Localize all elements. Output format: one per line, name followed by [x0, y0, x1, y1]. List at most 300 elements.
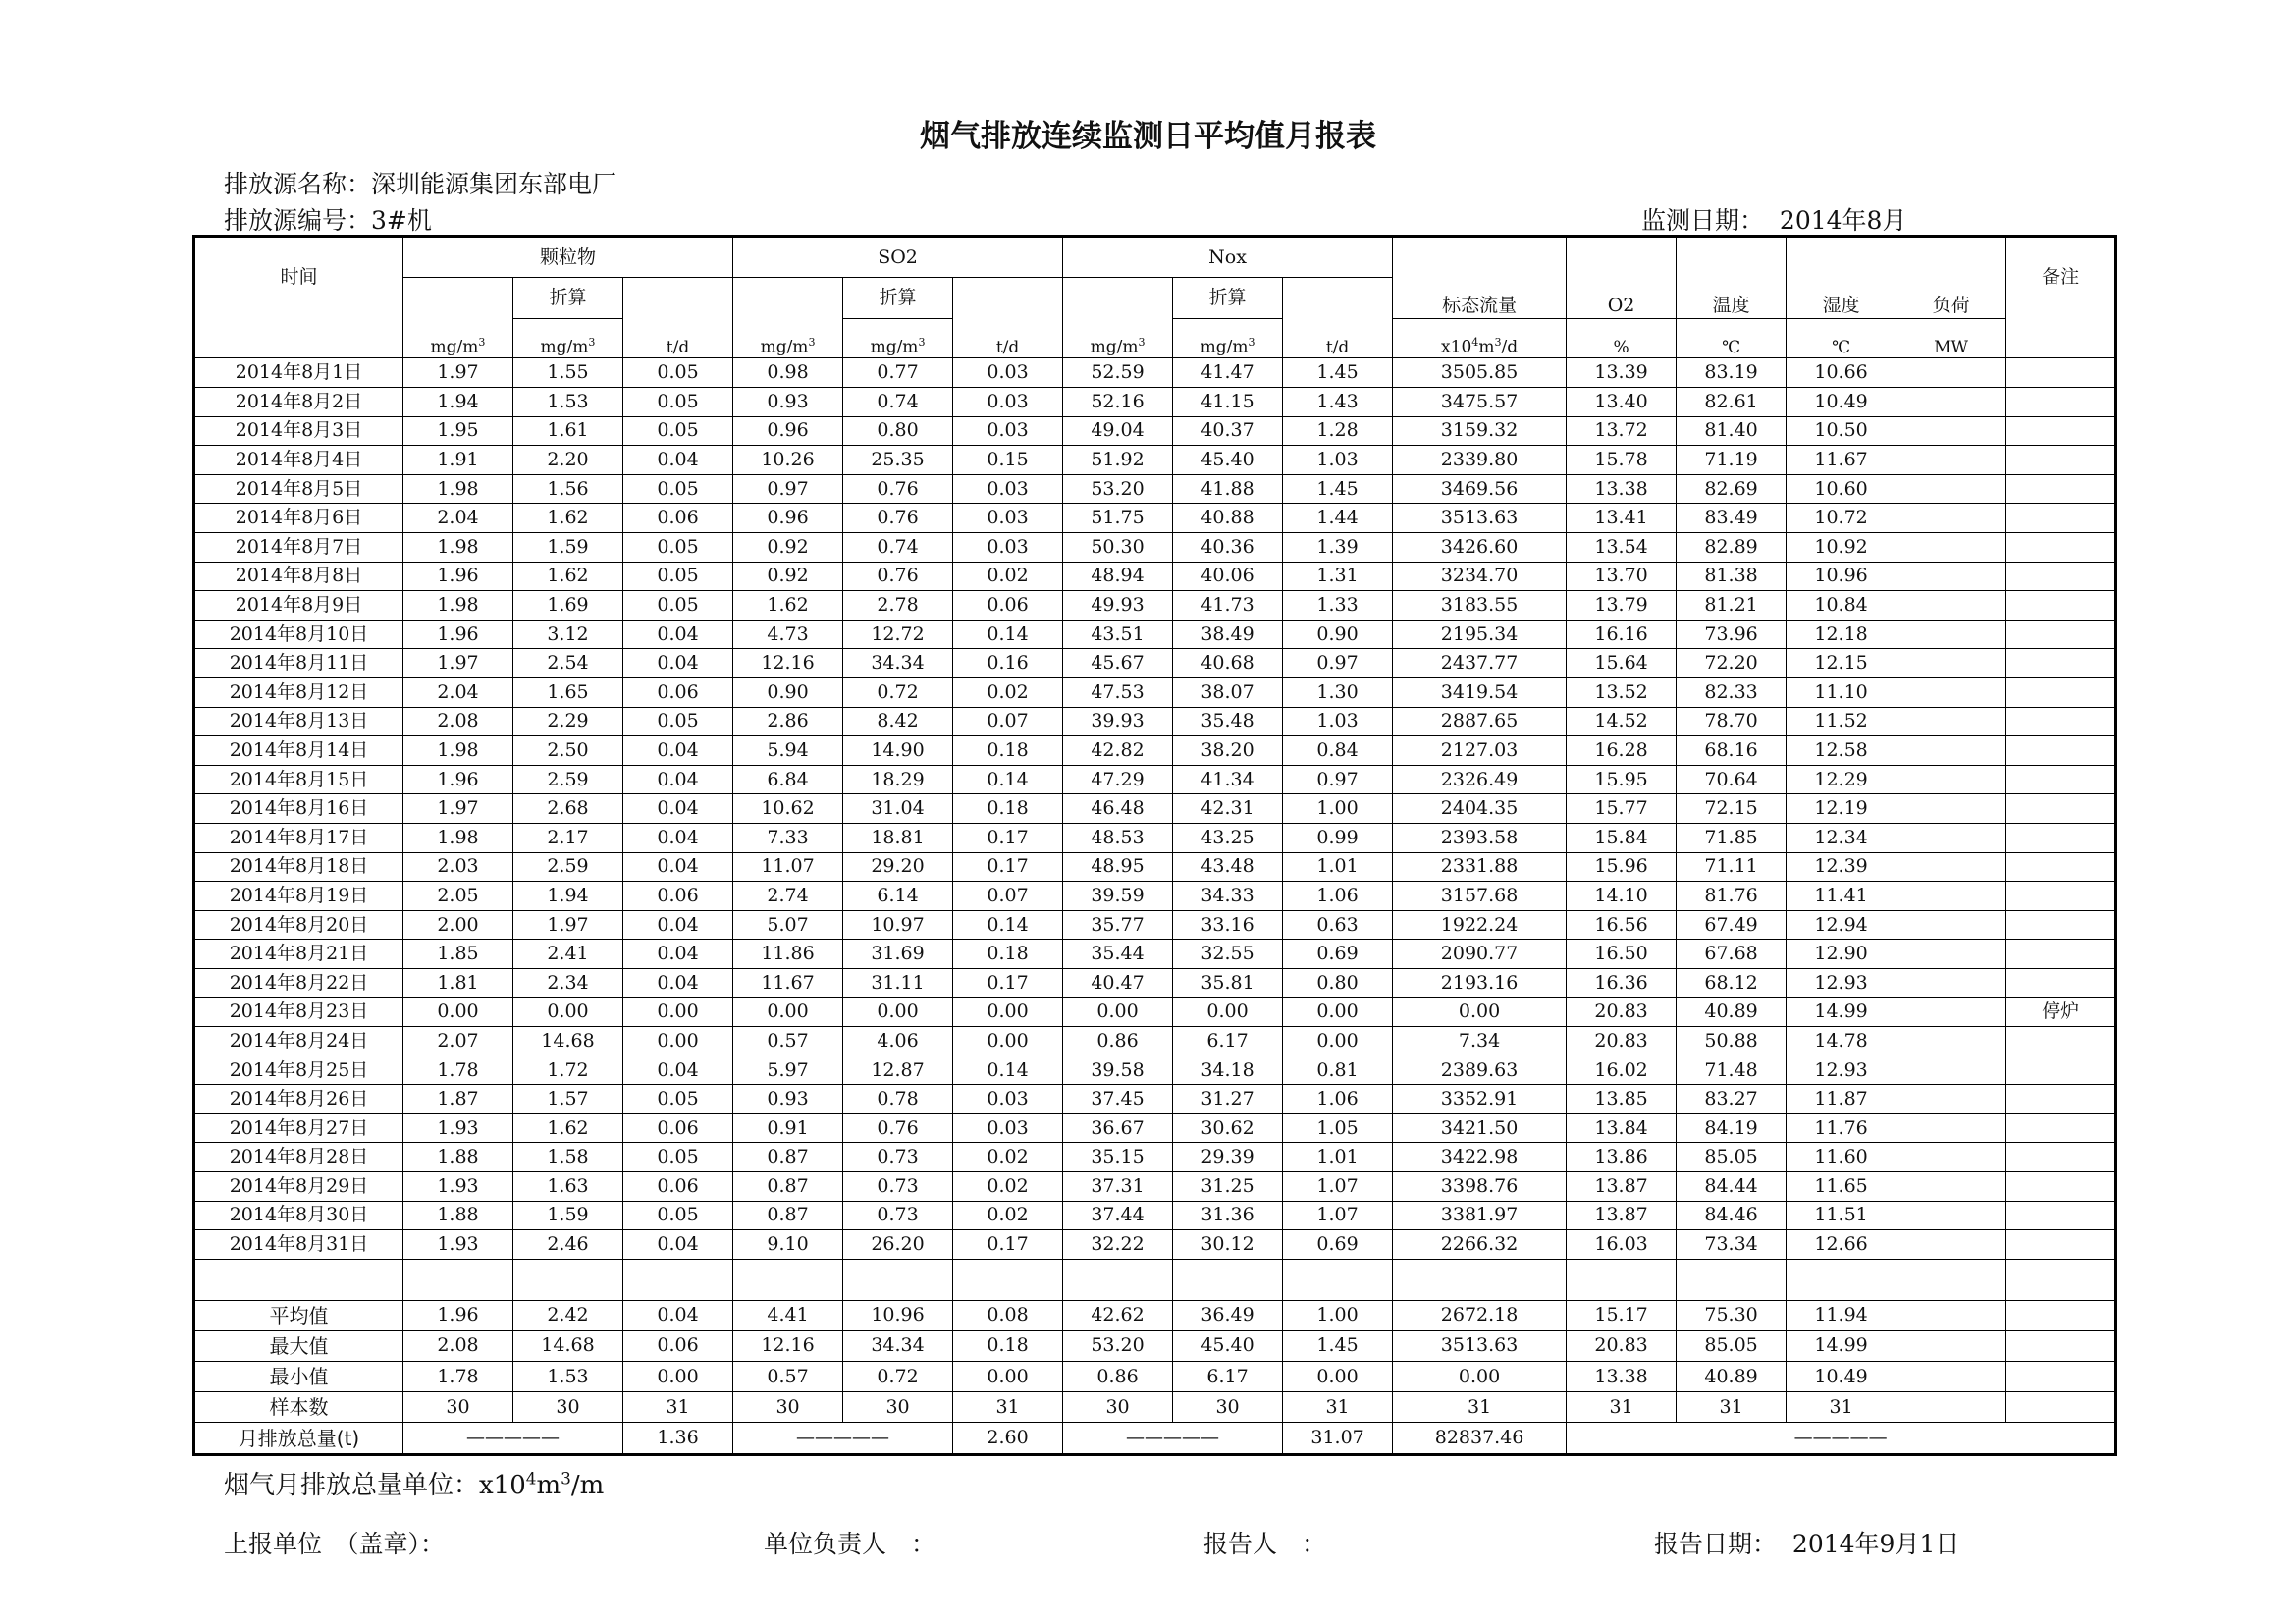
data-cell: 0.96	[733, 416, 843, 446]
data-cell: 3513.63	[1393, 1330, 1567, 1361]
data-cell	[2006, 1392, 2116, 1423]
data-cell: 0.92	[733, 532, 843, 562]
data-cell: 7.33	[733, 823, 843, 852]
data-cell: 0.74	[843, 388, 953, 417]
data-cell: 0.04	[623, 765, 733, 794]
data-cell: 38.20	[1173, 736, 1283, 766]
data-cell: 0.57	[733, 1361, 843, 1391]
data-cell: 0.05	[623, 1201, 733, 1230]
data-cell	[1896, 474, 2006, 504]
data-cell	[1896, 910, 2006, 940]
monitor-date-label: 监测日期：	[1641, 206, 1765, 235]
row-label-cell: 2014年8月1日	[194, 358, 403, 388]
data-cell: 2.07	[403, 1027, 513, 1056]
data-cell: 16.03	[1567, 1230, 1677, 1260]
data-cell: 30	[1173, 1392, 1283, 1423]
row-label-cell: 2014年8月8日	[194, 562, 403, 591]
data-cell: 30.12	[1173, 1230, 1283, 1260]
data-cell: 0.76	[843, 504, 953, 533]
table-row	[194, 1056, 2116, 1085]
empty-cell	[513, 1259, 623, 1300]
data-cell: 1.05	[1283, 1113, 1393, 1143]
data-cell: 0.77	[843, 358, 953, 388]
data-cell: 0.84	[1283, 736, 1393, 766]
monitor-date-value: 2014年8月	[1779, 206, 1907, 235]
col-header-so2-converted: 折算	[843, 277, 953, 318]
data-cell: 75.30	[1677, 1300, 1787, 1330]
report-date-label: 报告日期：	[1654, 1530, 1778, 1558]
data-cell: 2.34	[513, 968, 623, 998]
data-cell: 1.94	[403, 388, 513, 417]
data-cell: 2393.58	[1393, 823, 1567, 852]
data-cell	[2006, 532, 2116, 562]
data-cell: 1.98	[403, 736, 513, 766]
data-cell: 2672.18	[1393, 1300, 1567, 1330]
data-cell: 41.88	[1173, 474, 1283, 504]
data-cell: 32.22	[1063, 1230, 1173, 1260]
data-cell: 71.85	[1677, 823, 1787, 852]
data-cell: 10.96	[1787, 562, 1896, 591]
row-label-cell: 2014年8月28日	[194, 1143, 403, 1172]
data-cell: 1.45	[1283, 1330, 1393, 1361]
data-cell: 49.93	[1063, 591, 1173, 621]
unit-particulate-td: t/d	[623, 277, 733, 357]
unit-so2-conv-mg: $mg/m^3$	[843, 318, 953, 358]
data-cell	[2006, 707, 2116, 736]
data-cell: 2.04	[403, 677, 513, 707]
data-cell: 8.42	[843, 707, 953, 736]
data-cell: 12.94	[1787, 910, 1896, 940]
data-cell	[1896, 1330, 2006, 1361]
data-cell: 0.05	[623, 532, 733, 562]
data-cell	[2006, 388, 2116, 417]
data-cell: 82.69	[1677, 474, 1787, 504]
data-cell: 0.00	[953, 1027, 1063, 1056]
row-label-cell: 2014年8月26日	[194, 1085, 403, 1114]
data-cell: 84.46	[1677, 1201, 1787, 1230]
data-cell: 0.00	[1283, 1027, 1393, 1056]
row-label-cell: 2014年8月16日	[194, 794, 403, 824]
data-cell: 1.06	[1283, 882, 1393, 911]
data-cell: 31.25	[1173, 1172, 1283, 1202]
data-cell: 6.17	[1173, 1027, 1283, 1056]
data-cell: 4.06	[843, 1027, 953, 1056]
data-cell: 40.06	[1173, 562, 1283, 591]
data-cell: 20.83	[1567, 1330, 1677, 1361]
row-label-cell: 2014年8月30日	[194, 1201, 403, 1230]
data-cell: 2.29	[513, 707, 623, 736]
data-cell: 2.59	[513, 852, 623, 882]
col-header-nox-converted: 折算	[1173, 277, 1283, 318]
row-label-cell: 2014年8月12日	[194, 677, 403, 707]
data-cell	[2006, 591, 2116, 621]
data-cell: 4.41	[733, 1300, 843, 1330]
data-cell: 11.52	[1787, 707, 1896, 736]
data-cell: 0.07	[953, 882, 1063, 911]
data-cell: 11.76	[1787, 1113, 1896, 1143]
row-label-cell: 2014年8月18日	[194, 852, 403, 882]
source-name-label: 排放源名称：	[224, 170, 372, 198]
report-date-value: 2014年9月1日	[1791, 1530, 1960, 1558]
data-cell: 10.72	[1787, 504, 1896, 533]
data-cell: 38.07	[1173, 677, 1283, 707]
data-cell: 1.00	[1283, 794, 1393, 824]
data-cell	[2006, 1201, 2116, 1230]
data-cell: 0.03	[953, 474, 1063, 504]
data-cell: 30	[403, 1392, 513, 1423]
report-date	[1654, 1525, 1959, 1560]
data-cell: 16.28	[1567, 736, 1677, 766]
data-cell	[1896, 591, 2006, 621]
data-cell: 1.65	[513, 677, 623, 707]
data-cell: 12.87	[843, 1056, 953, 1085]
data-cell: 40.89	[1677, 1361, 1787, 1391]
table-row	[194, 416, 2116, 446]
row-label-cell: 2014年8月22日	[194, 968, 403, 998]
data-cell: 2437.77	[1393, 649, 1567, 678]
data-cell: 35.48	[1173, 707, 1283, 736]
data-cell: 0.04	[623, 649, 733, 678]
data-cell: 85.05	[1677, 1143, 1787, 1172]
data-cell	[1896, 1143, 2006, 1172]
table-row	[194, 1201, 2116, 1230]
data-cell: 0.92	[733, 562, 843, 591]
table-row	[194, 504, 2116, 533]
data-cell: 16.16	[1567, 620, 1677, 649]
data-cell: 31	[1283, 1392, 1393, 1423]
data-cell: 0.87	[733, 1143, 843, 1172]
data-cell	[2006, 940, 2116, 969]
data-cell: 13.72	[1567, 416, 1677, 446]
data-cell: 1.98	[403, 823, 513, 852]
data-cell: 18.81	[843, 823, 953, 852]
data-cell: 15.95	[1567, 765, 1677, 794]
unit-nox-mg: $mg/m^3$	[1063, 277, 1173, 357]
data-cell: 6.84	[733, 765, 843, 794]
data-cell	[1896, 1027, 2006, 1056]
data-cell: 47.53	[1063, 677, 1173, 707]
data-cell: 43.48	[1173, 852, 1283, 882]
data-cell: 35.15	[1063, 1143, 1173, 1172]
data-cell	[2006, 910, 2116, 940]
data-cell: 0.86	[1063, 1361, 1173, 1391]
so2-dash: —————	[733, 1423, 953, 1455]
data-cell: 37.44	[1063, 1201, 1173, 1230]
data-cell: 13.52	[1567, 677, 1677, 707]
data-cell: 0.00	[843, 998, 953, 1027]
data-cell: 1.87	[403, 1085, 513, 1114]
data-cell: 84.44	[1677, 1172, 1787, 1202]
data-cell: 5.94	[733, 736, 843, 766]
data-cell: 26.20	[843, 1230, 953, 1260]
empty-cell	[1896, 1259, 2006, 1300]
data-cell: 47.29	[1063, 765, 1173, 794]
unit-particulate-conv-mg: $mg/m^3$	[513, 318, 623, 358]
data-cell	[2006, 968, 2116, 998]
row-label-cell: 2014年8月9日	[194, 591, 403, 621]
data-cell: 34.18	[1173, 1056, 1283, 1085]
data-cell: 12.18	[1787, 620, 1896, 649]
data-cell: 0.99	[1283, 823, 1393, 852]
source-id-label: 排放源编号：	[224, 206, 372, 235]
data-cell: 6.14	[843, 882, 953, 911]
data-cell: 36.49	[1173, 1300, 1283, 1330]
data-cell: 0.05	[623, 707, 733, 736]
data-cell: 50.88	[1677, 1027, 1787, 1056]
data-cell: 52.59	[1063, 358, 1173, 388]
empty-cell	[1393, 1259, 1567, 1300]
data-cell: 30	[843, 1392, 953, 1423]
data-cell: 1.55	[513, 358, 623, 388]
data-cell: 2326.49	[1393, 765, 1567, 794]
data-cell: 2887.65	[1393, 707, 1567, 736]
data-cell: 12.66	[1787, 1230, 1896, 1260]
data-cell: 0.03	[953, 1085, 1063, 1114]
data-cell: 3183.55	[1393, 591, 1567, 621]
data-cell: 1.88	[403, 1143, 513, 1172]
data-cell: 2090.77	[1393, 940, 1567, 969]
data-cell: 39.58	[1063, 1056, 1173, 1085]
data-cell	[1896, 1361, 2006, 1391]
data-cell: 0.04	[623, 910, 733, 940]
data-cell: 0.00	[1063, 998, 1173, 1027]
data-cell: 1.63	[513, 1172, 623, 1202]
data-cell: 0.76	[843, 474, 953, 504]
data-cell: 2195.34	[1393, 620, 1567, 649]
table-row	[194, 620, 2116, 649]
page-title: 烟气排放连续监测日平均值月报表	[920, 119, 1376, 154]
data-cell: 31	[1567, 1392, 1677, 1423]
data-cell: 73.96	[1677, 620, 1787, 649]
data-cell: 11.86	[733, 940, 843, 969]
data-cell	[1896, 562, 2006, 591]
data-cell	[1896, 765, 2006, 794]
data-cell: 0.57	[733, 1027, 843, 1056]
data-cell: 2.00	[403, 910, 513, 940]
data-cell: 12.16	[733, 649, 843, 678]
data-cell	[2006, 1027, 2116, 1056]
data-cell: 14.68	[513, 1027, 623, 1056]
data-cell: 1.44	[1283, 504, 1393, 533]
col-header-o2: O2	[1567, 237, 1677, 319]
data-cell	[1896, 416, 2006, 446]
data-cell: 13.85	[1567, 1085, 1677, 1114]
data-cell: 1.98	[403, 474, 513, 504]
data-cell: 42.82	[1063, 736, 1173, 766]
table-row	[194, 358, 2116, 388]
data-cell: 10.49	[1787, 388, 1896, 417]
data-cell: 4.73	[733, 620, 843, 649]
data-cell: 14.78	[1787, 1027, 1896, 1056]
data-cell: 1.93	[403, 1113, 513, 1143]
data-cell	[1896, 940, 2006, 969]
data-cell: 71.11	[1677, 852, 1787, 882]
data-cell: 81.38	[1677, 562, 1787, 591]
unit-so2-mg: $mg/m^3$	[733, 277, 843, 357]
data-cell	[1896, 1201, 2006, 1230]
data-cell	[1896, 620, 2006, 649]
monthly-total-row	[194, 1423, 2116, 1455]
data-cell: 2.59	[513, 765, 623, 794]
unit-temp: ℃	[1677, 318, 1787, 358]
data-cell: 0.00	[1173, 998, 1283, 1027]
data-cell: 0.17	[953, 852, 1063, 882]
data-cell: 0.02	[953, 1172, 1063, 1202]
data-cell: 0.04	[623, 1230, 733, 1260]
data-cell: 0.06	[623, 504, 733, 533]
data-cell: 71.48	[1677, 1056, 1787, 1085]
data-cell: 2.05	[403, 882, 513, 911]
data-cell: 32.55	[1173, 940, 1283, 969]
data-cell: 0.80	[843, 416, 953, 446]
data-cell	[2006, 358, 2116, 388]
data-cell: 1.97	[403, 649, 513, 678]
data-cell: 15.78	[1567, 446, 1677, 475]
data-cell: 3381.97	[1393, 1201, 1567, 1230]
data-cell: 34.34	[843, 1330, 953, 1361]
row-label-cell: 2014年8月10日	[194, 620, 403, 649]
data-cell: 3513.63	[1393, 504, 1567, 533]
data-cell: 0.02	[953, 677, 1063, 707]
data-cell: 0.17	[953, 823, 1063, 852]
data-cell: 40.47	[1063, 968, 1173, 998]
data-cell: 3352.91	[1393, 1085, 1567, 1114]
data-cell: 9.10	[733, 1230, 843, 1260]
monthly-total-label: 月排放总量(t)	[194, 1423, 403, 1455]
data-cell: 31	[1393, 1392, 1567, 1423]
data-cell: 39.93	[1063, 707, 1173, 736]
data-cell: 1.97	[403, 358, 513, 388]
data-cell: 12.29	[1787, 765, 1896, 794]
row-label-cell: 2014年8月20日	[194, 910, 403, 940]
data-cell: 11.67	[733, 968, 843, 998]
table-row	[194, 591, 2116, 621]
data-cell: 11.65	[1787, 1172, 1896, 1202]
source-id-value: 3#机	[371, 206, 432, 235]
table-row	[194, 446, 2116, 475]
data-cell: 0.04	[623, 968, 733, 998]
data-cell: 0.03	[953, 532, 1063, 562]
data-cell: 10.66	[1787, 358, 1896, 388]
data-cell: 1.95	[403, 416, 513, 446]
data-cell: 1.72	[513, 1056, 623, 1085]
data-cell: 10.50	[1787, 416, 1896, 446]
data-cell: 81.21	[1677, 591, 1787, 621]
unit-load: MW	[1896, 318, 2006, 358]
data-cell: 1.03	[1283, 446, 1393, 475]
data-cell: 0.03	[953, 416, 1063, 446]
data-cell: 43.25	[1173, 823, 1283, 852]
table-row	[194, 388, 2116, 417]
table-row	[194, 736, 2116, 766]
data-cell: 1.39	[1283, 532, 1393, 562]
data-cell	[1896, 1230, 2006, 1260]
data-cell	[1896, 677, 2006, 707]
data-cell: 14.99	[1787, 1330, 1896, 1361]
data-cell: 1.96	[403, 1300, 513, 1330]
data-cell: 0.93	[733, 1085, 843, 1114]
table-row	[194, 707, 2116, 736]
table-row	[194, 1230, 2116, 1260]
data-cell: 1.94	[513, 882, 623, 911]
data-cell	[1896, 998, 2006, 1027]
data-cell: 53.20	[1063, 1330, 1173, 1361]
data-cell: 14.52	[1567, 707, 1677, 736]
rest-dash: —————	[1567, 1423, 2116, 1455]
data-cell: 43.51	[1063, 620, 1173, 649]
row-label-cell: 2014年8月4日	[194, 446, 403, 475]
flue-unit-note: 烟气月排放总量单位：$x10^4m^3/m$	[224, 1468, 605, 1500]
data-cell	[1896, 504, 2006, 533]
data-cell: 29.20	[843, 852, 953, 882]
data-cell: 35.81	[1173, 968, 1283, 998]
data-cell: 14.90	[843, 736, 953, 766]
col-header-load: 负荷	[1896, 237, 2006, 319]
row-label-cell: 平均值	[194, 1300, 403, 1330]
data-cell: 0.04	[623, 1056, 733, 1085]
row-label-cell: 2014年8月25日	[194, 1056, 403, 1085]
data-cell	[2006, 416, 2116, 446]
data-cell: 2.74	[733, 882, 843, 911]
row-label-cell: 2014年8月11日	[194, 649, 403, 678]
stat-row	[194, 1361, 2116, 1391]
data-cell: 0.02	[953, 1143, 1063, 1172]
data-cell: 14.68	[513, 1330, 623, 1361]
data-cell: 1.96	[403, 620, 513, 649]
data-cell: 0.05	[623, 388, 733, 417]
reporting-unit: 上报单位 （盖章）：	[224, 1530, 446, 1558]
row-label-cell: 最小值	[194, 1361, 403, 1391]
data-cell: 81.76	[1677, 882, 1787, 911]
data-cell: 72.15	[1677, 794, 1787, 824]
data-cell: 31	[953, 1392, 1063, 1423]
data-cell: 0.17	[953, 1230, 1063, 1260]
table-row	[194, 794, 2116, 824]
data-cell: 45.40	[1173, 446, 1283, 475]
data-cell: 13.38	[1567, 1361, 1677, 1391]
data-cell	[2006, 1143, 2116, 1172]
table-row	[194, 677, 2116, 707]
data-cell: 0.18	[953, 1330, 1063, 1361]
row-label-cell: 2014年8月21日	[194, 940, 403, 969]
data-cell: 11.41	[1787, 882, 1896, 911]
data-cell	[1896, 882, 2006, 911]
data-cell: 0.87	[733, 1201, 843, 1230]
data-cell: 0.73	[843, 1201, 953, 1230]
data-cell: 0.05	[623, 1085, 733, 1114]
data-cell: 35.44	[1063, 940, 1173, 969]
data-cell	[2006, 1300, 2116, 1330]
data-cell: 0.05	[623, 358, 733, 388]
data-cell: 0.98	[733, 358, 843, 388]
data-cell: 3421.50	[1393, 1113, 1567, 1143]
data-cell: 0.00	[953, 1361, 1063, 1391]
data-cell: 42.31	[1173, 794, 1283, 824]
col-header-particulate: 颗粒物	[403, 237, 733, 278]
col-header-humidity: 湿度	[1787, 237, 1896, 319]
unit-o2: %	[1567, 318, 1677, 358]
data-cell: 31.11	[843, 968, 953, 998]
data-cell: 0.06	[623, 1172, 733, 1202]
data-cell: 6.17	[1173, 1361, 1283, 1391]
empty-cell	[1063, 1259, 1173, 1300]
data-cell: 31	[623, 1392, 733, 1423]
table-row	[194, 1172, 2116, 1202]
data-cell: 1.56	[513, 474, 623, 504]
data-cell: 85.05	[1677, 1330, 1787, 1361]
data-cell: 0.04	[623, 620, 733, 649]
data-cell: 31	[1787, 1392, 1896, 1423]
